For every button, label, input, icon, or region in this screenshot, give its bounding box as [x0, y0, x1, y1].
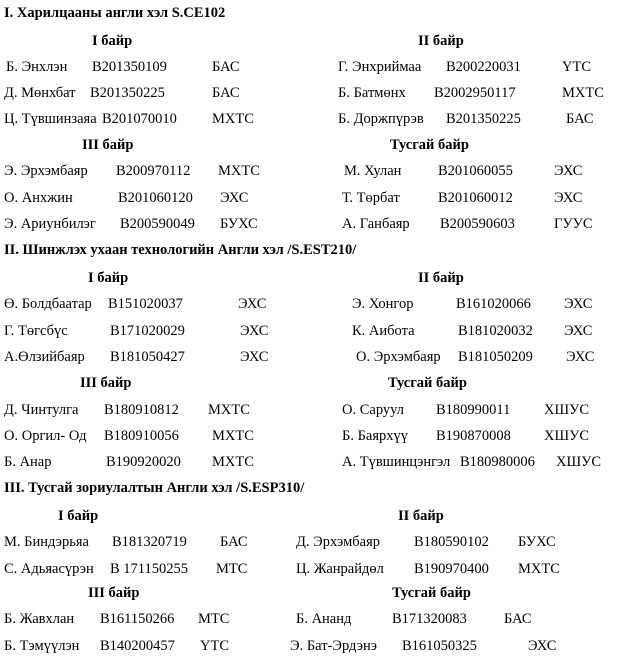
group-heading: II байр — [418, 270, 464, 286]
student-id: B161050325 — [402, 638, 477, 654]
school-code: ЭХС — [566, 349, 595, 365]
student-name: Т. Төрбат — [342, 190, 400, 206]
school-code: МХТС — [212, 454, 254, 470]
group-heading: Тусгай байр — [390, 137, 469, 153]
student-name: Б. Анар — [4, 454, 52, 470]
group-heading: III байр — [80, 375, 132, 391]
student-id: B201350225 — [446, 111, 521, 127]
group-heading: I байр — [88, 270, 129, 286]
student-id: B180910812 — [104, 402, 179, 418]
school-code: БАС — [504, 611, 532, 627]
school-code: БАС — [212, 59, 240, 75]
school-code: ЭХС — [240, 349, 269, 365]
student-name: Ц. Түвшинзаяа — [4, 111, 97, 127]
student-name: Г. Энхриймаа — [338, 59, 422, 75]
student-id: B171020029 — [110, 323, 185, 339]
section-title: I. Харилцааны англи хэл S.CE102 — [4, 5, 226, 21]
student-name: Э. Бат-Эрдэнэ — [290, 638, 377, 654]
student-name: А.Өлзийбаяр — [4, 349, 85, 365]
student-id: B201060012 — [438, 190, 513, 206]
student-id: B151020037 — [108, 296, 183, 312]
group-heading: I байр — [92, 33, 133, 49]
student-id: B190920020 — [106, 454, 181, 470]
student-name: Ц. Жанрайдөл — [296, 561, 384, 577]
student-name: М. Биндэрьяа — [4, 534, 89, 550]
school-code: ЭХС — [554, 190, 583, 206]
student-name: Б. Жавхлан — [4, 611, 75, 627]
student-id: B161150266 — [100, 611, 175, 627]
school-code: МТС — [216, 561, 248, 577]
school-code: ЭХС — [240, 323, 269, 339]
group-heading: II байр — [418, 33, 464, 49]
student-id: B2002950117 — [434, 85, 516, 101]
student-id: B161020066 — [456, 296, 531, 312]
school-code: ЭХС — [564, 296, 593, 312]
student-name: Б. Энхлэн — [6, 59, 68, 75]
student-id: B180910056 — [104, 428, 179, 444]
school-code: МХТС — [212, 428, 254, 444]
school-code: БАС — [566, 111, 594, 127]
school-code: МХТС — [212, 111, 254, 127]
student-id: B180980006 — [460, 454, 535, 470]
school-code: ГУУС — [554, 216, 593, 232]
student-id: B180590102 — [414, 534, 489, 550]
school-code: ЭХС — [238, 296, 267, 312]
student-id: B181050209 — [458, 349, 533, 365]
school-code: БАС — [212, 85, 240, 101]
student-id: B201350109 — [92, 59, 167, 75]
student-name: Д. Чинтулга — [4, 402, 79, 418]
group-heading: I байр — [58, 508, 99, 524]
section-title: III. Тусгай зориулалтын Англи хэл /S.ESP310/ — [4, 480, 305, 496]
student-name: О. Анхжин — [4, 190, 73, 206]
student-id: B201350225 — [90, 85, 165, 101]
school-code: МХТС — [208, 402, 250, 418]
student-name: М. Хулан — [344, 163, 402, 179]
student-name: Э. Ариунбилэг — [4, 216, 96, 232]
school-code: БУХС — [518, 534, 556, 550]
student-name: Б. Доржпүрэв — [338, 111, 424, 127]
student-id: B171320083 — [392, 611, 467, 627]
school-code: ЭХС — [220, 190, 249, 206]
student-name: О. Эрхэмбаяр — [356, 349, 441, 365]
school-code: ХШУС — [544, 428, 590, 444]
student-id: B201060120 — [118, 190, 193, 206]
school-code: БУХС — [220, 216, 258, 232]
student-name: Б. Батмөнх — [338, 85, 406, 101]
student-name: К. Аибота — [352, 323, 415, 339]
student-id: B140200457 — [100, 638, 175, 654]
group-heading: III байр — [82, 137, 134, 153]
student-id: B200220031 — [446, 59, 521, 75]
section-title: II. Шинжлэх ухаан технологийн Англи хэл /S.EST210/ — [4, 242, 357, 258]
student-name: О. Саруул — [342, 402, 404, 418]
school-code: ҮТС — [200, 638, 229, 654]
student-id: B201070010 — [102, 111, 177, 127]
student-name: Ө. Болдбаатар — [4, 296, 92, 312]
student-id: B200590049 — [120, 216, 195, 232]
student-id: B181020032 — [458, 323, 533, 339]
school-code: ХШУС — [544, 402, 590, 418]
student-name: Э. Хонгор — [352, 296, 414, 312]
school-code: БАС — [220, 534, 248, 550]
student-name: А. Ганбаяр — [342, 216, 410, 232]
school-code: ҮТС — [562, 59, 591, 75]
student-id: B190870008 — [436, 428, 511, 444]
group-heading: III байр — [88, 585, 140, 601]
student-name: С. Адьяасүрэн — [4, 561, 94, 577]
school-code: МХТС — [562, 85, 604, 101]
student-name: Б. Тэмүүлэн — [4, 638, 80, 654]
student-id: B200970112 — [116, 163, 191, 179]
student-name: Г. Төгсбүс — [4, 323, 68, 339]
student-id: B 171150255 — [110, 561, 189, 577]
student-id: B180990011 — [436, 402, 511, 418]
school-code: ЭХС — [554, 163, 583, 179]
student-name: Б. Баярхүү — [342, 428, 409, 444]
school-code: МТС — [198, 611, 230, 627]
student-name: О. Оргил- Од — [4, 428, 87, 444]
student-name: А. Түвшинцэнгэл — [342, 454, 451, 470]
group-heading: II байр — [398, 508, 444, 524]
student-id: B181320719 — [112, 534, 187, 550]
school-code: МХТС — [518, 561, 560, 577]
student-name: Д. Эрхэмбаяр — [296, 534, 381, 550]
school-code: ЭХС — [528, 638, 557, 654]
school-code: ЭХС — [564, 323, 593, 339]
school-code: МХТС — [218, 163, 260, 179]
student-id: B181050427 — [110, 349, 185, 365]
student-id: B201060055 — [438, 163, 513, 179]
student-name: Д. Мөнхбат — [4, 85, 76, 101]
group-heading: Тусгай байр — [388, 375, 467, 391]
school-code: ХШУС — [556, 454, 602, 470]
group-heading: Тусгай байр — [392, 585, 471, 601]
student-name: Э. Эрхэмбаяр — [4, 163, 88, 179]
student-id: B190970400 — [414, 561, 489, 577]
student-id: B200590603 — [440, 216, 515, 232]
student-name: Б. Ананд — [296, 611, 352, 627]
